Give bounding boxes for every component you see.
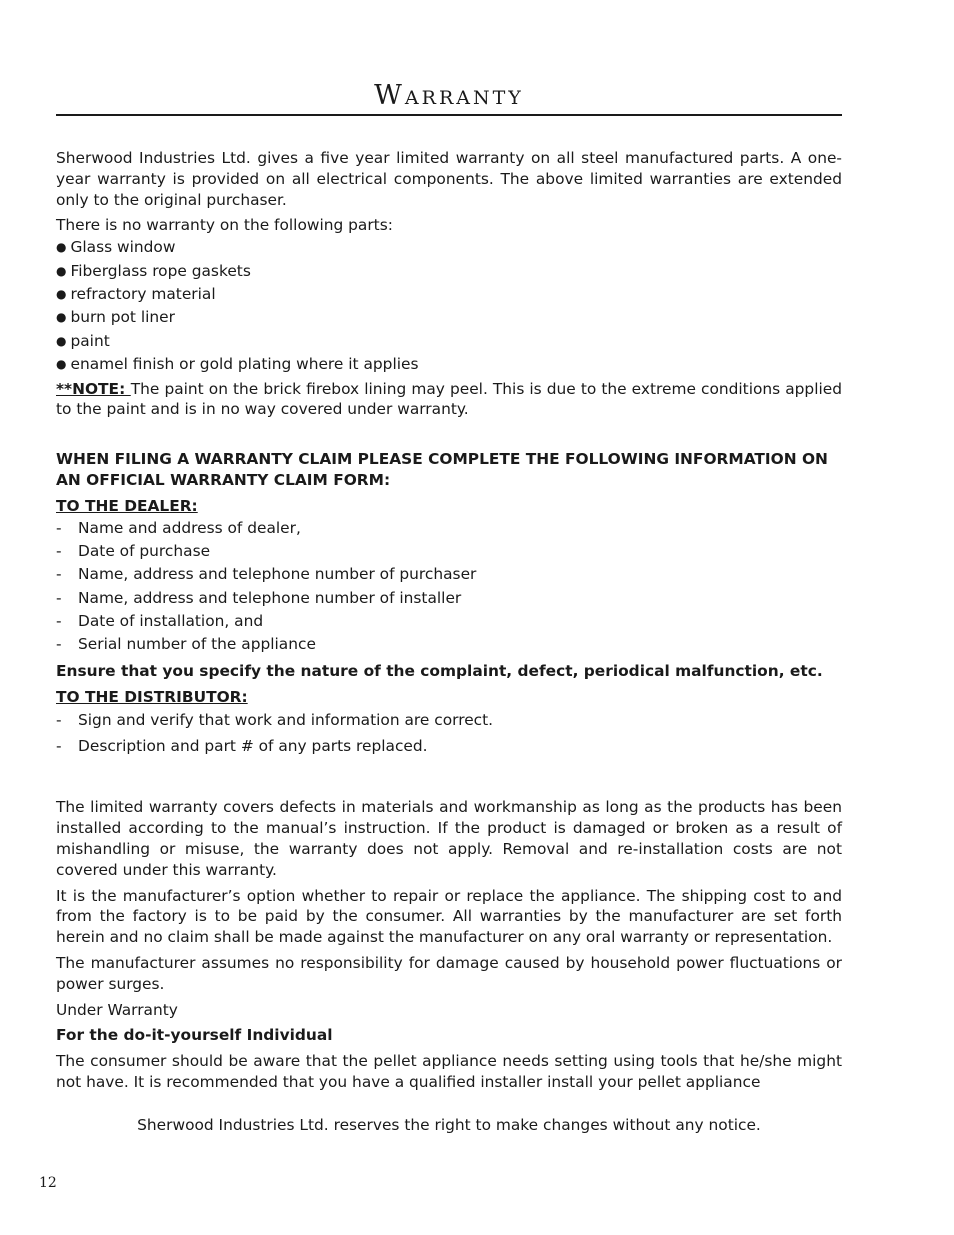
list-item: - Name and address of dealer, [56,517,842,540]
dash-marker: - [56,711,62,730]
dealer-heading: TO THE DEALER: [56,496,198,515]
list-item: - Sign and verify that work and information are correct. [56,707,842,733]
dash-marker: - [56,518,62,537]
title-rule [56,114,842,116]
footer-note: Sherwood Industries Ltd. reserves the right to make changes without any notice. [137,1116,761,1134]
list-item: - Description and part # of any parts replaced. [56,733,842,759]
diy-heading: For the do-it-yourself Individual [56,1026,333,1045]
list-item: ● Glass window [56,238,176,257]
under-warranty-text: Under Warranty [56,1000,178,1019]
list-item: - Name, address and telephone number of installer [56,587,842,610]
list-item: ● enamel finish or gold plating where it applies [56,355,419,374]
diy-paragraph: The consumer should be aware that the pellet appliance needs setting using tools that he/she might not have. It is recommended that you have a qualified installer install your pellet appliance [56,1052,842,1092]
no-warranty-intro: There is no warranty on the following parts: [56,216,393,235]
dash-marker: - [56,737,62,756]
dealer-list [56,517,842,657]
no-warranty-list [56,236,842,376]
bullet-icon: ● [56,263,67,278]
distributor-heading: TO THE DISTRIBUTOR: [56,687,248,706]
bullet-icon: ● [56,357,67,372]
bullet-icon: ● [56,333,67,348]
bullet-icon: ● [56,310,67,325]
warranty-content [56,148,842,1098]
note-label: **NOTE: [56,379,131,398]
page-number: 12 [39,1175,57,1191]
list-item: ● burn pot liner [56,308,175,327]
list-item: ● Fiberglass rope gaskets [56,261,251,280]
distributor-list [56,707,842,759]
coverage-paragraph: It is the manufacturer’s option whether to repair or replace the appliance. The shipping cost to and from the factory is to be paid by the consumer. All warranties by the manufacturer are set forth herein and no claim shall be made against the manufacturer on any oral warranty or representation. [56,886,842,947]
note-paragraph [56,379,842,421]
dash-marker: - [56,635,62,654]
dash-marker: - [56,612,62,631]
list-item: - Serial number of the appliance [56,633,842,656]
list-item: ● refractory material [56,284,216,303]
intro-paragraph: Sherwood Industries Ltd. gives a five year limited warranty on all steel manufactured parts. A one-year warranty is provided on all electrical components. The above limited warranties are extended only to the original purchaser. [56,149,842,209]
dash-marker: - [56,541,62,560]
note-text: The paint on the brick firebox lining may peel. This is due to the extreme conditions applied to the paint and is in no way covered under warranty. [56,379,842,419]
list-item: - Name, address and telephone number of purchaser [56,563,842,586]
coverage-paragraph: The manufacturer assumes no responsibility for damage caused by household power fluctuations or power surges. [56,954,842,993]
bullet-icon: ● [56,286,67,301]
list-item: ● paint [56,331,110,350]
dash-marker: - [56,565,62,584]
complaint-note: Ensure that you specify the nature of the complaint, defect, periodical malfunction, etc. [56,661,823,680]
dash-marker: - [56,588,62,607]
bullet-icon: ● [56,240,67,255]
list-item: - Date of installation, and [56,610,842,633]
list-item: - Date of purchase [56,540,842,563]
page-title: Warranty [374,80,524,111]
coverage-paragraph: The limited warranty covers defects in materials and workmanship as long as the products has been installed according to the manual’s instruction. If the product is damaged or broken as a result of mishandling or misuse, the warranty does not apply. Removal and re-installation costs are not covered under this warranty. [56,798,842,879]
claim-heading: WHEN FILING A WARRANTY CLAIM PLEASE COMPLETE THE FOLLOWING INFORMATION ON AN OFFICIAL WARRANTY CLAIM FORM: [56,450,828,489]
